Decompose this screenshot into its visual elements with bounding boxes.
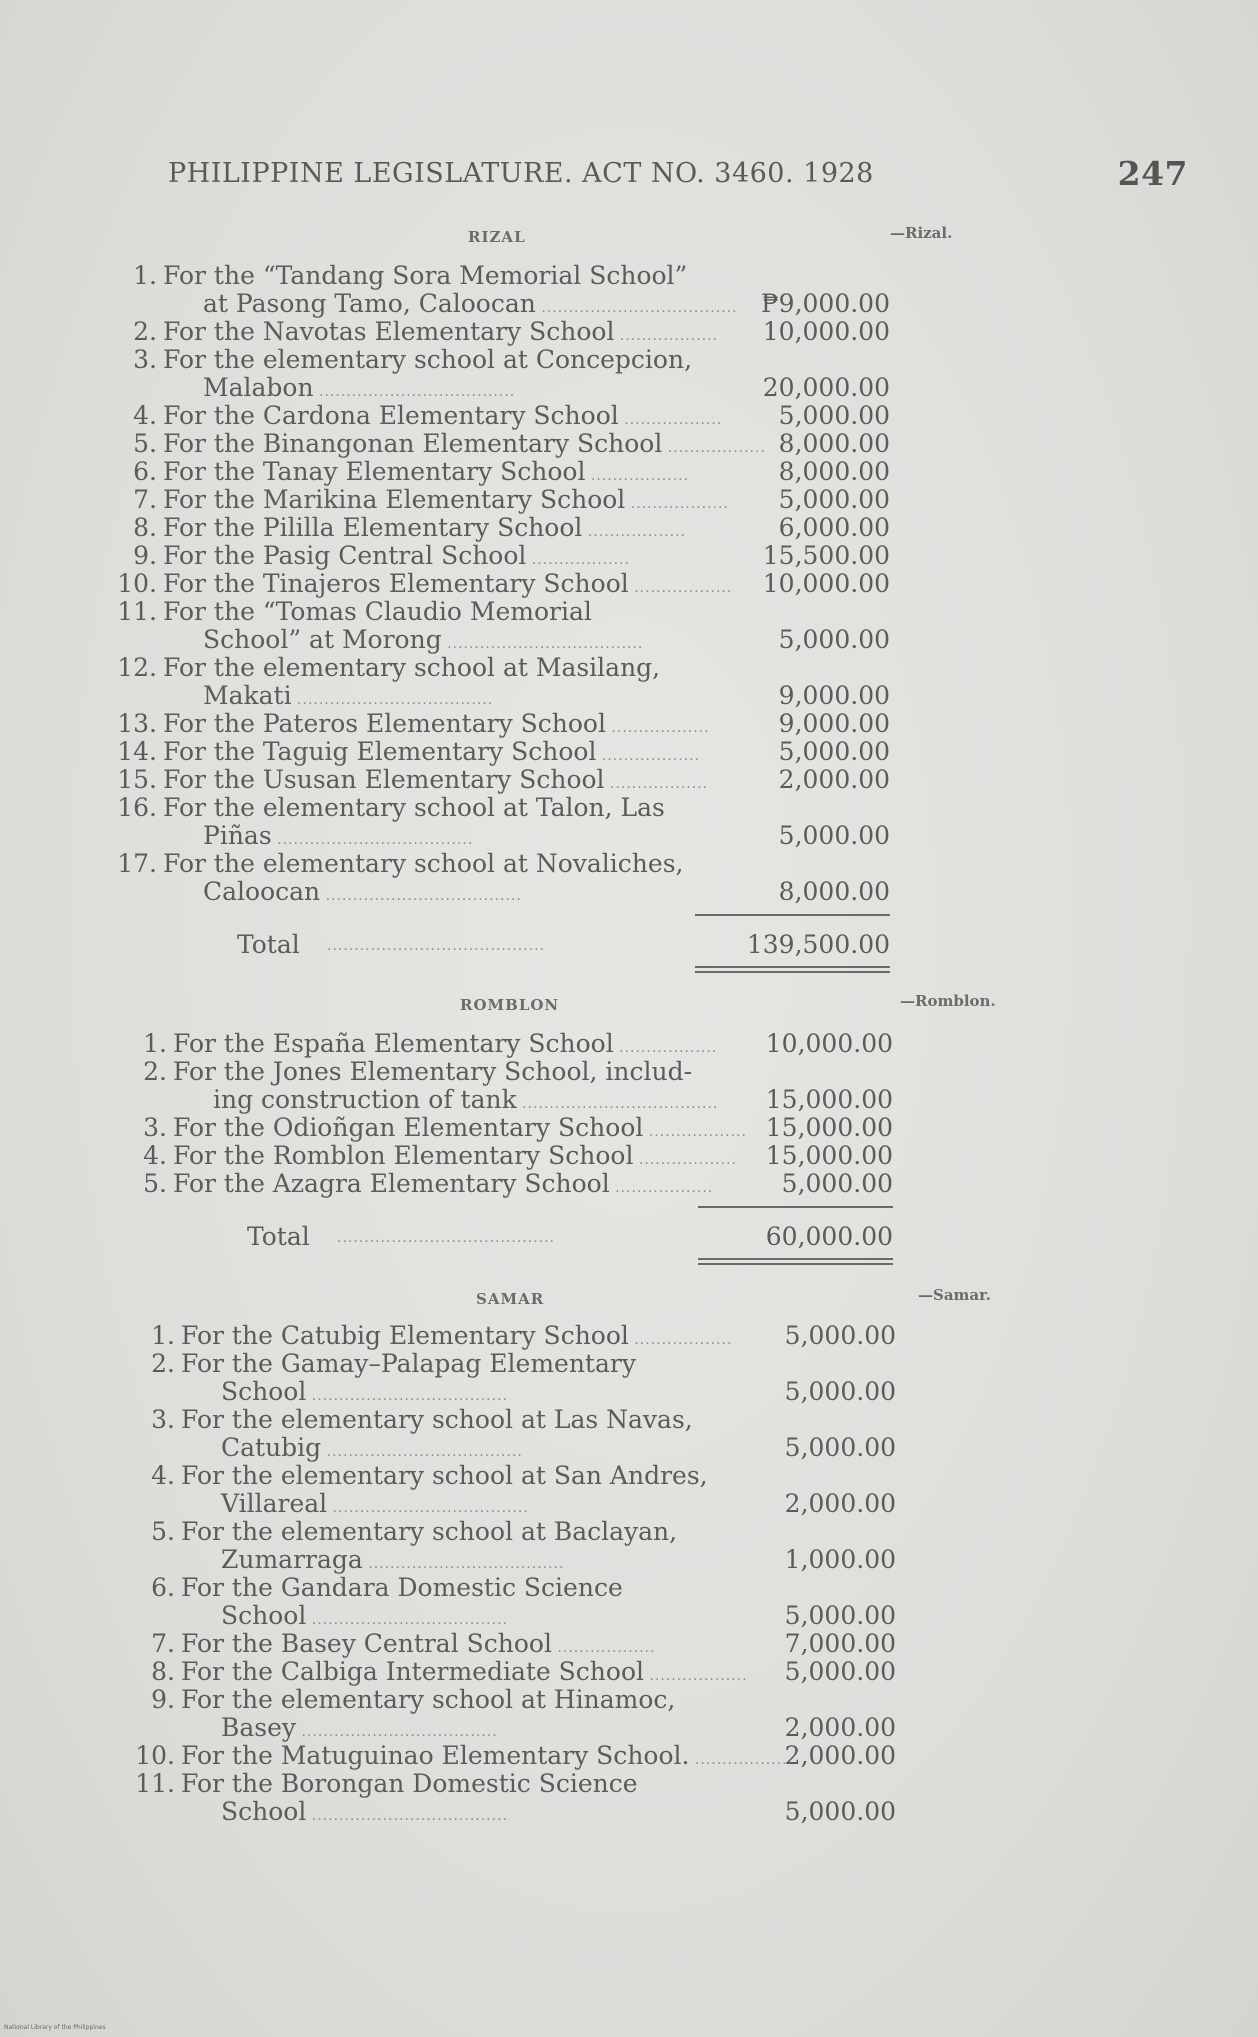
item-number: 13. [117,709,157,738]
item-description: For the Azagra Elementary School .................. [173,1169,714,1198]
item-description: For the Cardona Elementary School .................. [163,401,723,430]
item-amount: 5,000.00 [784,1377,896,1406]
item-number: 5. [133,429,157,458]
leader-dots: .................. [614,328,719,344]
leader-dots: .................................... [362,1556,565,1572]
leader-dots: .................. [689,1752,794,1768]
leader-dots: .................. [609,1180,714,1196]
leader-dots: .................................... [535,300,738,316]
list-item [115,542,890,570]
subtotal-rule [698,1206,893,1208]
item-description: For the Odioñgan Elementary School .................. [173,1113,747,1142]
item-description-continued: at Pasong Tamo, Caloocan .................................... [203,289,738,318]
list-item [125,1142,893,1170]
item-number: 8. [151,1657,175,1686]
item-description: For the España Elementary School .................. [173,1029,718,1058]
item-amount: 5,000.00 [784,1797,896,1826]
item-amount: 9,000.00 [778,709,890,738]
item-number: 11. [135,1769,175,1798]
item-number: 8. [133,513,157,542]
list-item [125,1170,893,1198]
item-number: 1. [143,1029,167,1058]
item-amount: 5,000.00 [784,1657,896,1686]
list-item [133,1518,896,1574]
item-amount: 15,500.00 [762,541,890,570]
list-item [133,1350,896,1406]
item-description-continued: Malabon .................................... [203,373,516,402]
list-item [133,1406,896,1462]
item-number: 6. [151,1573,175,1602]
leader-dots: .................................... [306,1808,508,1824]
total-label: Total [247,1222,310,1251]
list-item [115,402,890,430]
leader-dots: .................. [613,1040,718,1056]
item-description-continued: School” at Morong .................................... [203,625,644,654]
item-description: For the Basey Central School .................. [181,1629,656,1658]
page-number: 247 [1117,154,1188,193]
section-heading: RIZAL [468,228,526,246]
item-description: For the Pasig Central School .................. [163,541,630,570]
item-amount: 1,000.00 [784,1545,896,1574]
list-item [115,570,890,598]
leader-dots: .................................... [441,636,644,652]
leader-dots: .................. [644,1668,748,1684]
list-item [125,1058,893,1114]
leader-dots: .................. [526,552,630,568]
leader-dots: .................................... [320,888,522,904]
leader-dots: .................. [628,580,733,596]
item-description: For the Borongan Domestic Science [181,1769,638,1798]
item-amount: 5,000.00 [778,401,890,430]
item-number: 10. [135,1741,175,1770]
item-number: 6. [133,457,157,486]
item-amount: 6,000.00 [778,513,890,542]
item-description-continued: School .................................... [221,1797,508,1826]
item-number: 7. [133,485,157,514]
item-amount: 7,000.00 [784,1629,896,1658]
total-amount: 139,500.00 [746,930,890,959]
item-description: For the Catubig Elementary School .................. [181,1321,733,1350]
item-description: For the “Tandang Sora Memorial School” [163,261,688,290]
margin-note: —Romblon. [900,992,996,1010]
scan-credit: National Library of the Philippines [4,2024,106,2031]
total-double-rule [698,1258,893,1265]
item-description: For the Navotas Elementary School .................. [163,317,719,346]
total-amount: 60,000.00 [765,1222,893,1251]
item-number: 12. [117,653,157,682]
list-item [115,710,890,738]
item-amount: ₱9,000.00 [761,289,890,318]
list-item [133,1770,896,1826]
item-number: 4. [133,401,157,430]
leader-dots: .................................... [306,1612,508,1628]
list-item [115,598,890,654]
leader-dots: .................. [605,720,710,736]
item-amount: 5,000.00 [778,485,890,514]
item-number: 9. [151,1685,175,1714]
item-amount: 15,000.00 [765,1141,893,1170]
leader-dots: ........................................ [327,938,546,954]
item-description-continued: School .................................... [221,1377,508,1406]
item-number: 1. [151,1321,175,1350]
item-amount: 5,000.00 [784,1321,896,1350]
item-description: For the Taguig Elementary School .................. [163,737,701,766]
item-amount: 10,000.00 [762,569,890,598]
item-amount: 10,000.00 [762,317,890,346]
item-description-continued: Basey .................................... [221,1713,498,1742]
leader-dots: .................. [596,748,701,764]
item-amount: 2,000.00 [784,1713,896,1742]
leader-dots: .................................... [516,1096,719,1112]
item-description: For the elementary school at Concepcion, [163,345,693,374]
list-item [125,1114,893,1142]
leader-dots: .................. [551,1640,656,1656]
item-number: 3. [133,345,157,374]
item-description-continued: Catubig .................................... [221,1433,523,1462]
list-item [115,794,890,850]
subtotal-rule [695,914,890,916]
total-label: Total [237,930,300,959]
item-description: For the elementary school at Novaliches, [163,849,684,878]
item-amount: 15,000.00 [765,1085,893,1114]
list-item [115,766,890,794]
list-item [115,738,890,766]
item-amount: 8,000.00 [778,429,890,458]
item-description-continued: Piñas .................................... [203,821,474,850]
item-description: For the elementary school at Masilang, [163,653,661,682]
item-amount: 2,000.00 [778,765,890,794]
item-amount: 15,000.00 [765,1113,893,1142]
item-number: 9. [133,541,157,570]
section-heading: SAMAR [476,1290,545,1308]
item-description-continued: Zumarraga .................................... [221,1545,565,1574]
item-description: For the elementary school at Hinamoc, [181,1685,676,1714]
item-description: For the elementary school at Las Navas, [181,1405,693,1434]
list-item [115,430,890,458]
item-amount: 5,000.00 [778,625,890,654]
item-number: 7. [151,1629,175,1658]
leader-dots: .................................... [327,1500,529,1516]
item-amount: 8,000.00 [778,457,890,486]
item-number: 14. [117,737,157,766]
item-amount: 8,000.00 [778,877,890,906]
list-item [125,1030,893,1058]
item-description: For the elementary school at Baclayan, [181,1517,678,1546]
leader-dots: .................. [662,440,766,456]
list-item [115,850,890,906]
list-item [133,1574,896,1630]
item-description: For the Tanay Elementary School .................. [163,457,690,486]
item-number: 3. [143,1113,167,1142]
item-description-continued: Makati .................................... [203,681,494,710]
item-description: For the Binangonan Elementary School .................. [163,429,766,458]
item-description-continued: ing construction of tank .................................... [213,1085,719,1114]
item-number: 4. [151,1461,175,1490]
list-item [115,486,890,514]
item-description: For the elementary school at Talon, Las [163,793,665,822]
leader-dots: .................................... [306,1388,508,1404]
leader-dots: .................................... [271,832,474,848]
item-amount: 5,000.00 [778,821,890,850]
item-amount: 5,000.00 [784,1601,896,1630]
item-number: 2. [143,1057,167,1086]
item-number: 10. [117,569,157,598]
list-item [133,1686,896,1742]
leader-dots: .................. [628,1332,733,1348]
leader-dots: ........................................ [337,1230,556,1246]
leader-dots: .................................... [291,692,494,708]
list-item [115,654,890,710]
item-amount: 9,000.00 [778,681,890,710]
list-item [133,1630,896,1658]
list-item [115,346,890,402]
item-number: 2. [133,317,157,346]
leader-dots: .................. [643,1124,747,1140]
section-heading: ROMBLON [460,996,560,1014]
item-amount: 5,000.00 [784,1433,896,1462]
leader-dots: .................. [585,468,690,484]
header-title: PHILIPPINE LEGISLATURE. ACT NO. 3460. 1928 [168,158,874,189]
item-description: For the Romblon Elementary School .................. [173,1141,737,1170]
item-description-continued: Villareal .................................... [221,1489,529,1518]
item-amount: 5,000.00 [778,737,890,766]
item-description: For the Ususan Elementary School .................. [163,765,709,794]
item-amount: 2,000.00 [784,1741,896,1770]
leader-dots: .................................... [321,1444,523,1460]
list-item [115,514,890,542]
item-number: 5. [151,1517,175,1546]
leader-dots: .................. [625,496,729,512]
item-description: For the Gandara Domestic Science [181,1573,623,1602]
leader-dots: .................................... [313,384,516,400]
item-number: 5. [143,1169,167,1198]
item-amount: 2,000.00 [784,1489,896,1518]
list-item [115,458,890,486]
item-description-continued: School .................................... [221,1601,508,1630]
list-item [115,262,890,318]
item-number: 4. [143,1141,167,1170]
item-description: For the Pililla Elementary School .................. [163,513,686,542]
list-item [133,1322,896,1350]
item-amount: 5,000.00 [781,1169,893,1198]
item-description: For the Matuguinao Elementary School. .................. [181,1741,794,1770]
total-double-rule [695,966,890,973]
item-description: For the Calbiga Intermediate School .................. [181,1657,748,1686]
item-number: 3. [151,1405,175,1434]
item-number: 17. [117,849,157,878]
leader-dots: .................. [582,524,686,540]
list-item [133,1658,896,1686]
margin-note: —Samar. [918,1286,991,1304]
item-number: 15. [117,765,157,794]
list-item [133,1462,896,1518]
item-description: For the Jones Elementary School, includ- [173,1057,693,1086]
item-description: For the Gamay–Palapag Elementary [181,1349,636,1378]
item-description-continued: Caloocan .................................... [203,877,522,906]
item-number: 11. [117,597,157,626]
item-description: For the “Tomas Claudio Memorial [163,597,592,626]
leader-dots: .................................... [296,1724,498,1740]
item-description: For the elementary school at San Andres, [181,1461,708,1490]
item-amount: 20,000.00 [762,373,890,402]
margin-note: —Rizal. [890,224,953,242]
leader-dots: .................. [604,776,709,792]
list-item [133,1742,896,1770]
item-amount: 10,000.00 [765,1029,893,1058]
item-number: 1. [133,261,157,290]
item-number: 2. [151,1349,175,1378]
item-description: For the Marikina Elementary School .................. [163,485,729,514]
leader-dots: .................. [618,412,723,428]
item-description: For the Tinajeros Elementary School .................. [163,569,733,598]
leader-dots: .................. [633,1152,737,1168]
item-description: For the Pateros Elementary School .................. [163,709,710,738]
item-number: 16. [117,793,157,822]
list-item [115,318,890,346]
